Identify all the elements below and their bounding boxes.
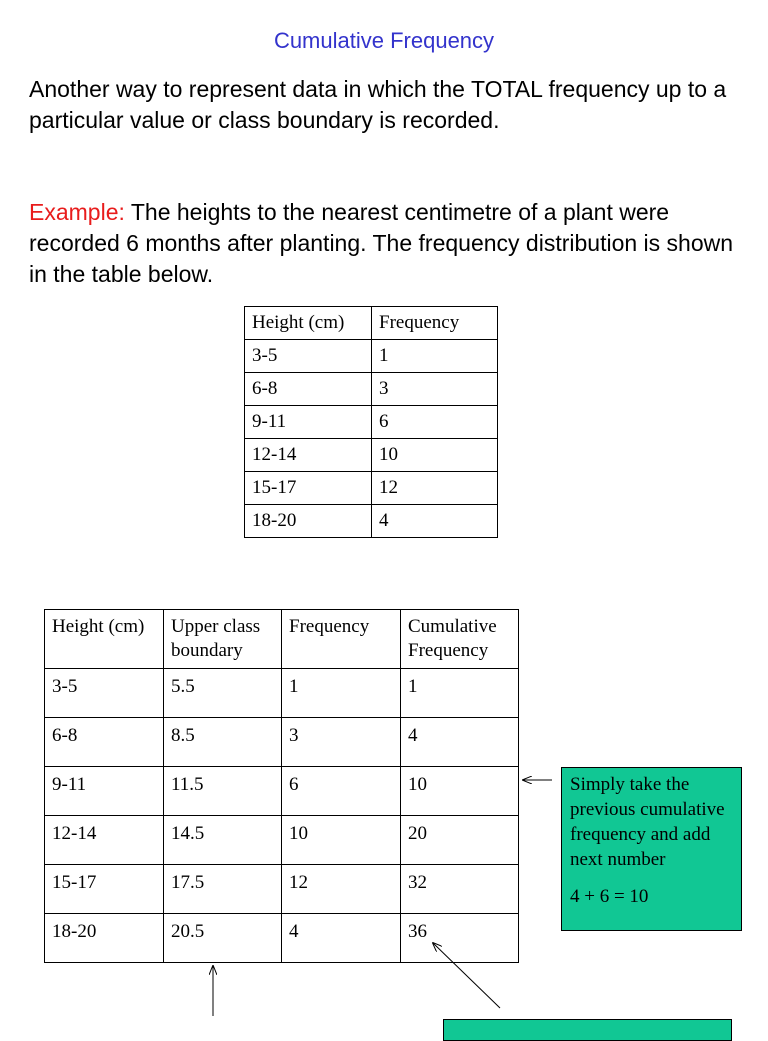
frequency-cell: 6	[372, 406, 498, 439]
boundary-cell: 8.5	[164, 718, 282, 767]
header-cell: Upper class boundary	[164, 610, 282, 669]
cumulative-cell: 10	[401, 767, 519, 816]
cumulative-cell: 36	[401, 914, 519, 963]
frequency-cell: 12	[372, 472, 498, 505]
boundary-cell: 14.5	[164, 816, 282, 865]
frequency-cell: 1	[372, 340, 498, 373]
boundary-cell: 5.5	[164, 669, 282, 718]
height-cell: 12-14	[245, 439, 372, 472]
height-cell: 15-17	[45, 865, 164, 914]
note-equation: 4 + 6 = 10	[570, 886, 649, 907]
boundary-cell: 11.5	[164, 767, 282, 816]
height-cell: 9-11	[245, 406, 372, 439]
height-cell: 18-20	[245, 505, 372, 538]
header-cell: Height (cm)	[245, 307, 372, 340]
cumulative-cell: 4	[401, 718, 519, 767]
frequency-cell: 3	[282, 718, 401, 767]
header-cell: Frequency	[282, 610, 401, 669]
header-cell: Height (cm)	[45, 610, 164, 669]
intro-paragraph: Another way to represent data in which the TOTAL frequency up to a particular value or class boundary is recorded.	[29, 76, 727, 133]
frequency-cell: 3	[372, 373, 498, 406]
page-title: Cumulative Frequency	[273, 28, 495, 53]
height-cell: 18-20	[45, 914, 164, 963]
frequency-cell: 12	[282, 865, 401, 914]
cumulative-cell: 20	[401, 816, 519, 865]
note-text: Simply take the previous cumulative frequency and add next number	[570, 774, 725, 870]
cumulative-cell: 1	[401, 669, 519, 718]
example-label: Example:	[29, 199, 125, 225]
frequency-cell: 1	[282, 669, 401, 718]
header-cell: Cumulative Frequency	[401, 610, 519, 669]
height-cell: 6-8	[45, 718, 164, 767]
height-cell: 3-5	[245, 340, 372, 373]
header-cell: Frequency	[372, 307, 498, 340]
height-cell: 6-8	[245, 373, 372, 406]
cumulative-cell: 32	[401, 865, 519, 914]
height-cell: 3-5	[45, 669, 164, 718]
height-cell: 9-11	[45, 767, 164, 816]
frequency-cell: 4	[282, 914, 401, 963]
frequency-cell: 10	[372, 439, 498, 472]
height-cell: 12-14	[45, 816, 164, 865]
arrow-to-total	[433, 943, 500, 1008]
boundary-cell: 20.5	[164, 914, 282, 963]
example-text: The heights to the nearest centimetre of a plant were recorded 6 months after planting. The frequency distribution is shown in the table below.	[29, 199, 734, 287]
frequency-cell: 10	[282, 816, 401, 865]
height-cell: 15-17	[245, 472, 372, 505]
frequency-cell: 4	[372, 505, 498, 538]
frequency-cell: 6	[282, 767, 401, 816]
boundary-cell: 17.5	[164, 865, 282, 914]
